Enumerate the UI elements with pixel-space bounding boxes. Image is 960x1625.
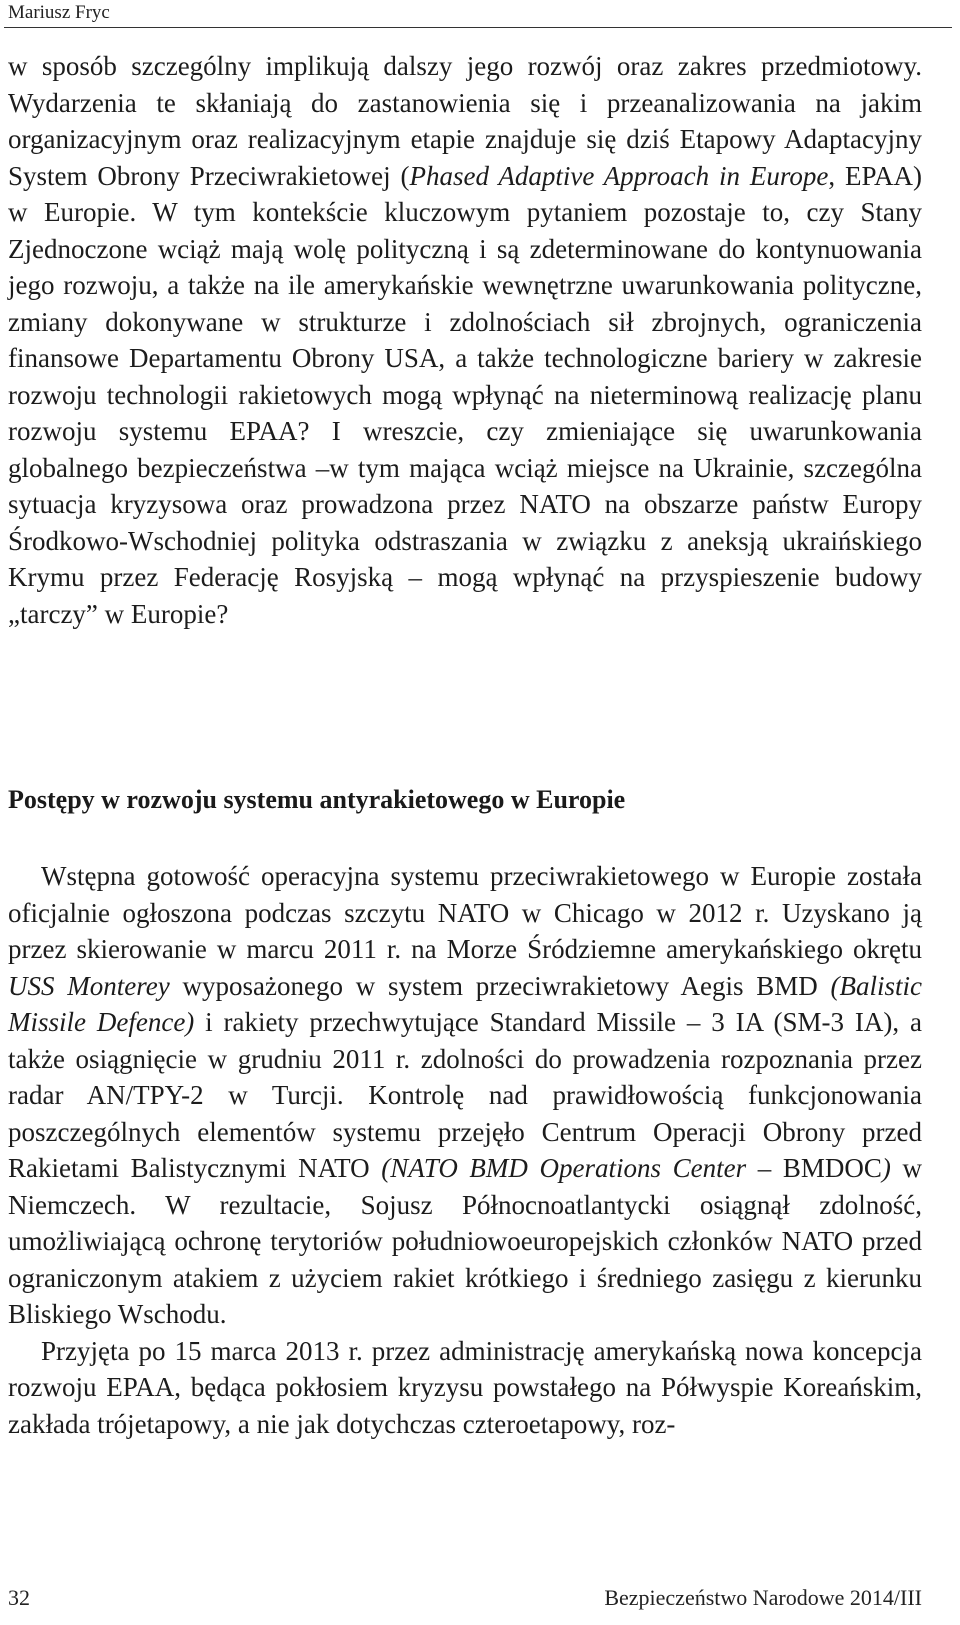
- text-run: w Niemczech. W rezultacie, Sojusz Północnoatlantycki osiągnął zdolność, umożliwiającą ochronę terytoriów południowoeuropejskich członków NATO przed ograniczonym atakiem z użyciem rakiet krótkiego i średniego zasięgu z kierunku Bliskiego Wschodu.: [8, 1153, 922, 1329]
- body-text-top: [8, 48, 922, 632]
- text-run: , EPAA) w Europie. W tym kontekście kluczowym pytaniem pozostaje to, czy Stany Zjednoczone wciąż mają wolę polityczną i są zdeterminowane do kontynuowania jego rozwoju, a także na ile amerykańskie wewnętrzne uwarunkowania polityczne, zmiany dokonywane w strukturze i zdolnościach sił zbrojnych, ograniczenia finansowe Departamentu Obrony USA, a także technologiczne bariery w zakresie rozwoju technologii rakietowych mogą wpłynąć na nieterminową realizację planu rozwoju systemu EPAA? I wreszcie, czy zmieniające się uwarunkowania globalnego bezpieczeństwa –w tym mająca wciąż miejsce na Ukrainie, szczególna sytuacja kryzysowa oraz prowadzona przez NATO na obszarze państw Europy Środkowo-Wschodniej polityka odstraszania w związku z aneksją ukraińskiego Krymu przez Federację Rosyjską – mogą wpłynąć na przyspieszenie budowy „tarczy” w Europie?: [8, 160, 922, 629]
- italic-text-run: Phased Adaptive Approach in Europe: [409, 160, 829, 191]
- italic-text-run: (NATO BMD Operations Center: [381, 1153, 747, 1183]
- text-run: w sposób szczególny implikują dalszy jego rozwój oraz zakres przedmiotowy. Wydarzenia te skłaniają do zastanowienia się i przeanalizowania na jakim organizacyjnym oraz realizacyjnym etapie znajduje się dziś Etapowy Adaptacyjny System Obrony Przeciwrakietowej (: [8, 51, 922, 191]
- italic-text-run: ): [881, 1153, 891, 1183]
- header-rule: [4, 27, 952, 28]
- text-run: Wstępna gotowość operacyjna systemu przeciwrakietowego w Europie została oficjalnie ogłoszona podczas szczytu NATO w Chicago w 2012 r. Uzyskano ją przez skierowanie w marcu 2011 r. na Morze Śródziemne amerykańskiego okrętu: [8, 861, 922, 964]
- paragraph-2: [8, 858, 922, 1333]
- running-head: Mariusz Fryc: [8, 2, 110, 23]
- journal-footer: Bezpieczeństwo Narodowe 2014/III: [604, 1585, 922, 1610]
- paragraph-3: [8, 1333, 922, 1443]
- text-run: – BMDOC: [746, 1153, 882, 1183]
- text-run: wyposażonego w system przeciwrakietowy Aegis BMD: [169, 970, 831, 1001]
- section-heading: Postępy w rozwoju systemu antyrakietowego w Europie: [8, 785, 626, 814]
- italic-text-run: (Balistic Missile Defence): [8, 970, 922, 1037]
- body-text-section: [8, 858, 922, 1442]
- text-run: i rakiety przechwytujące Standard Missile – 3 IA (SM-3 IA), a także osiągnięcie w grudniu 2011 r. zdolności do prowadzenia rozpoznania przez radar AN/TPY-2 w Turcji. Kontrolę nad prawidłowością funkcjonowania poszczególnych elementów systemu przejęło Centrum Operacji Obrony przed Rakietami Balistycznymi NATO: [8, 1007, 922, 1183]
- paragraph-1: [8, 48, 922, 632]
- italic-text-run: USS Monterey: [8, 970, 170, 1001]
- page-number: 32: [8, 1585, 30, 1610]
- text-run: Przyjęta po 15 marca 2013 r. przez administrację amerykańską nowa koncepcja rozwoju EPAA, będąca pokłosiem kryzysu powstałego na Półwyspie Koreańskim, zakłada trójetapowy, a nie jak dotychczas czteroetapowy, roz-: [8, 1335, 922, 1439]
